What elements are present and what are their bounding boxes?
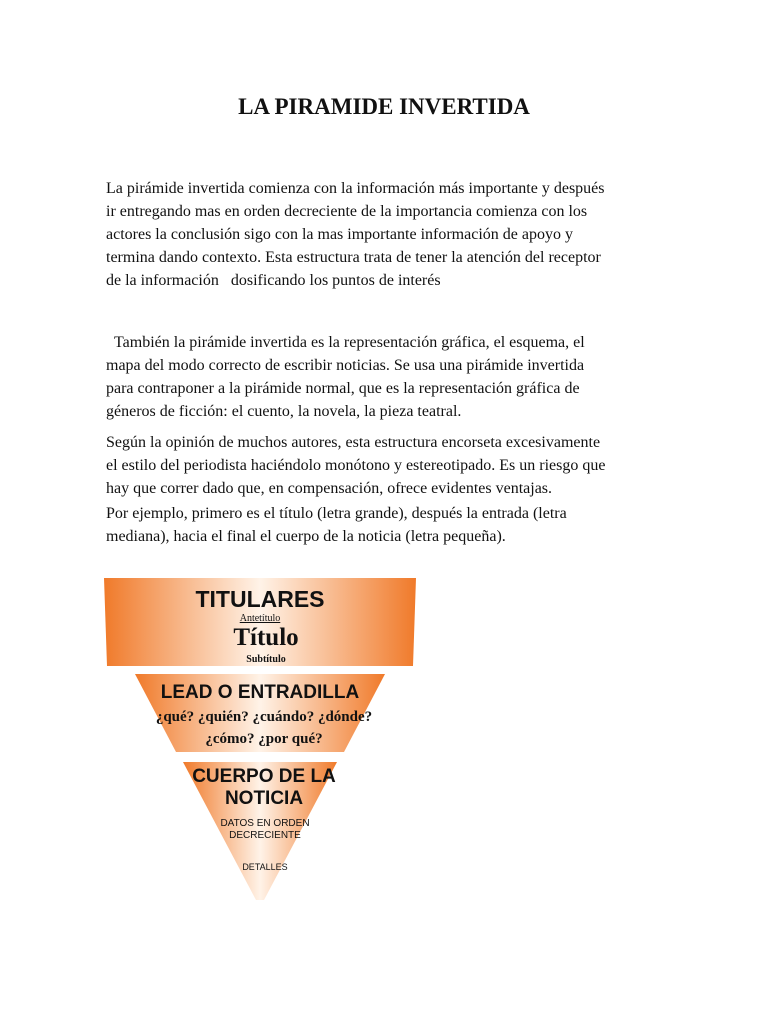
cuerpo-heading-line-1: CUERPO DE LA: [192, 766, 336, 787]
datos-line-2: DECRECIENTE: [229, 830, 301, 841]
titulares-heading: TITULARES: [195, 586, 325, 612]
lead-questions-line-1: ¿qué? ¿quién? ¿cuándo? ¿dónde?: [155, 709, 373, 725]
paragraph-line: Por ejemplo, primero es el título (letra grande), después la entrada (letra: [106, 505, 567, 522]
paragraph-line: el estilo del periodista haciéndolo monótono y estereotipado. Es un riesgo que: [106, 457, 606, 474]
inverted-pyramid-diagram: [104, 578, 416, 900]
paragraph-line: actores la conclusión sigo con la mas importante información de apoyo y: [106, 226, 573, 243]
document-title: LA PIRAMIDE INVERTIDA: [238, 94, 530, 119]
paragraph-line: para contraponer a la pirámide normal, que es la representación gráfica de: [106, 380, 580, 397]
detalles-label: DETALLES: [242, 862, 288, 872]
paragraph-line-end: dosificando los puntos de interés: [230, 272, 441, 289]
datos-line-1: DATOS EN ORDEN: [220, 818, 310, 829]
paragraph-3: [106, 431, 666, 500]
paragraph-line: termina dando contexto. Esta estructura trata de tener la atención del receptor: [106, 249, 601, 266]
paragraph-1: [106, 177, 666, 292]
paragraph-line-start: de la información: [106, 272, 219, 289]
lead-questions-line-2: ¿cómo? ¿por qué?: [205, 731, 323, 747]
paragraph-4: [106, 502, 666, 548]
paragraph-line: hay que correr dado que, en compensación, ofrece evidentes ventajas.: [106, 480, 553, 497]
paragraph-line: mapa del modo correcto de escribir noticias. Se usa una pirámide invertida: [106, 357, 585, 374]
paragraph-line: También la pirámide invertida es la representación gráfica, el esquema, el: [114, 334, 585, 351]
paragraph-line: [106, 269, 666, 292]
paragraph-line: La pirámide invertida comienza con la información más importante y después: [106, 180, 605, 197]
paragraph-line: Según la opinión de muchos autores, esta estructura encorseta excesivamente: [106, 434, 601, 451]
subtitle-label: Subtítulo: [246, 654, 286, 665]
paragraph-line: mediana), hacia el final el cuerpo de la noticia (letra pequeña).: [106, 528, 506, 545]
cuerpo-heading-line-2: NOTICIA: [224, 788, 304, 809]
antetitle-label: Antetítulo: [239, 613, 281, 624]
paragraph-line: ir entregando mas en orden decreciente de la importancia comienza con los: [106, 203, 588, 220]
title-label: Título: [233, 624, 299, 651]
paragraph-line: géneros de ficción: el cuento, la novela, la pieza teatral.: [106, 403, 462, 420]
lead-heading: LEAD O ENTRADILLA: [160, 682, 360, 703]
paragraph-2: [106, 331, 666, 423]
